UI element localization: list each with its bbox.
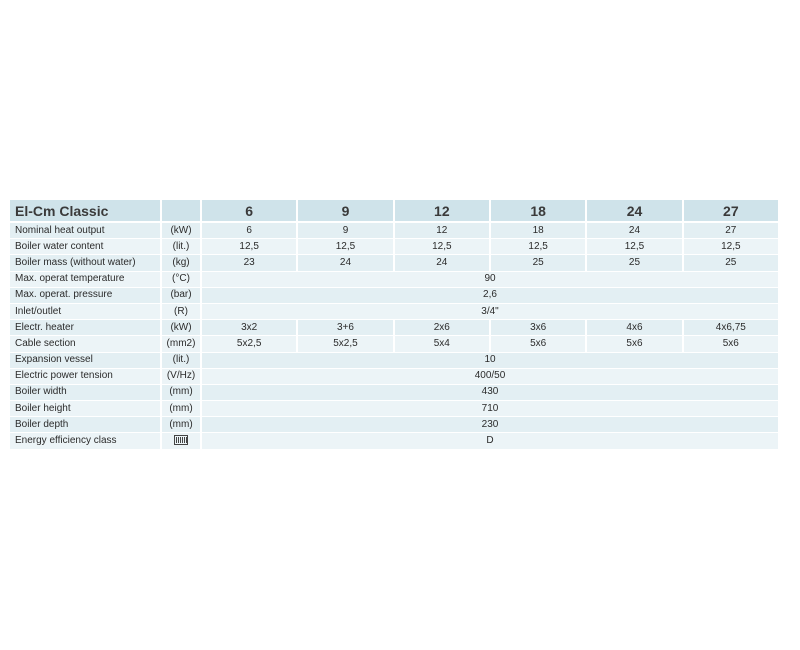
shared-value-cell: 430 (202, 385, 780, 401)
row-unit: (mm) (162, 417, 202, 433)
spec-body (10, 223, 780, 450)
value-cell: 5x6 (684, 336, 780, 352)
row-label: Expansion vessel (10, 353, 162, 369)
row-label: Inlet/outlet (10, 304, 162, 320)
value-cell: 3x2 (202, 320, 298, 336)
table-row (10, 401, 780, 417)
value-cell: 5x6 (491, 336, 587, 352)
table-row (10, 417, 780, 433)
table-row (10, 385, 780, 401)
row-label: Boiler height (10, 401, 162, 417)
row-label: Electr. heater (10, 320, 162, 336)
value-cell: 12 (395, 223, 491, 239)
row-label: Boiler water content (10, 239, 162, 255)
shared-value-cell: D (202, 433, 780, 449)
row-label: Max. operat temperature (10, 272, 162, 288)
row-unit: (kW) (162, 223, 202, 239)
row-label: Energy efficiency class (10, 433, 162, 449)
row-label: Cable section (10, 336, 162, 352)
header-row (10, 200, 780, 223)
value-cell: 5x6 (587, 336, 683, 352)
shared-value-cell: 3/4" (202, 304, 780, 320)
table-row (10, 336, 780, 352)
value-cell: 5x2,5 (202, 336, 298, 352)
value-cell: 18 (491, 223, 587, 239)
table-row (10, 304, 780, 320)
value-cell: 12,5 (587, 239, 683, 255)
row-unit: (lit.) (162, 353, 202, 369)
row-unit: (R) (162, 304, 202, 320)
value-cell: 24 (395, 255, 491, 271)
row-label: Boiler depth (10, 417, 162, 433)
value-cell: 12,5 (491, 239, 587, 255)
model-header: 9 (298, 200, 394, 223)
row-unit: (°C) (162, 272, 202, 288)
value-cell: 12,5 (202, 239, 298, 255)
row-unit: (mm) (162, 385, 202, 401)
spec-table (10, 200, 780, 450)
value-cell: 5x2,5 (298, 336, 394, 352)
value-cell: 5x4 (395, 336, 491, 352)
row-unit: (kg) (162, 255, 202, 271)
value-cell: 12,5 (395, 239, 491, 255)
table-row (10, 288, 780, 304)
row-unit: (mm2) (162, 336, 202, 352)
row-unit: (kW) (162, 320, 202, 336)
value-cell: 25 (684, 255, 780, 271)
table-row (10, 223, 780, 239)
value-cell: 23 (202, 255, 298, 271)
row-unit: (mm) (162, 401, 202, 417)
table-row (10, 320, 780, 336)
value-cell: 3+6 (298, 320, 394, 336)
value-cell: 27 (684, 223, 780, 239)
row-unit (162, 433, 202, 449)
model-header: 18 (491, 200, 587, 223)
shared-value-cell: 2,6 (202, 288, 780, 304)
model-header: 6 (202, 200, 298, 223)
row-label: Max. operat. pressure (10, 288, 162, 304)
table-title: El-Cm Classic (10, 200, 162, 223)
table-row (10, 369, 780, 385)
table-row (10, 433, 780, 449)
row-unit: (V/Hz) (162, 369, 202, 385)
shared-value-cell: 400/50 (202, 369, 780, 385)
row-label: Boiler mass (without water) (10, 255, 162, 271)
value-cell: 24 (587, 223, 683, 239)
shared-value-cell: 10 (202, 353, 780, 369)
value-cell: 2x6 (395, 320, 491, 336)
row-label: Boiler width (10, 385, 162, 401)
unit-header (162, 200, 202, 223)
shared-value-cell: 710 (202, 401, 780, 417)
model-header: 24 (587, 200, 683, 223)
value-cell: 3x6 (491, 320, 587, 336)
row-unit: (bar) (162, 288, 202, 304)
energy-label-icon (174, 435, 188, 445)
value-cell: 9 (298, 223, 394, 239)
row-label: Electric power tension (10, 369, 162, 385)
value-cell: 12,5 (298, 239, 394, 255)
value-cell: 6 (202, 223, 298, 239)
value-cell: 25 (587, 255, 683, 271)
value-cell: 12,5 (684, 239, 780, 255)
value-cell: 24 (298, 255, 394, 271)
value-cell: 25 (491, 255, 587, 271)
value-cell: 4x6,75 (684, 320, 780, 336)
table-row (10, 272, 780, 288)
row-label: Nominal heat output (10, 223, 162, 239)
table-row (10, 255, 780, 271)
table-row (10, 239, 780, 255)
shared-value-cell: 90 (202, 272, 780, 288)
model-header: 12 (395, 200, 491, 223)
table-row (10, 353, 780, 369)
model-header: 27 (684, 200, 780, 223)
row-unit: (lit.) (162, 239, 202, 255)
value-cell: 4x6 (587, 320, 683, 336)
shared-value-cell: 230 (202, 417, 780, 433)
